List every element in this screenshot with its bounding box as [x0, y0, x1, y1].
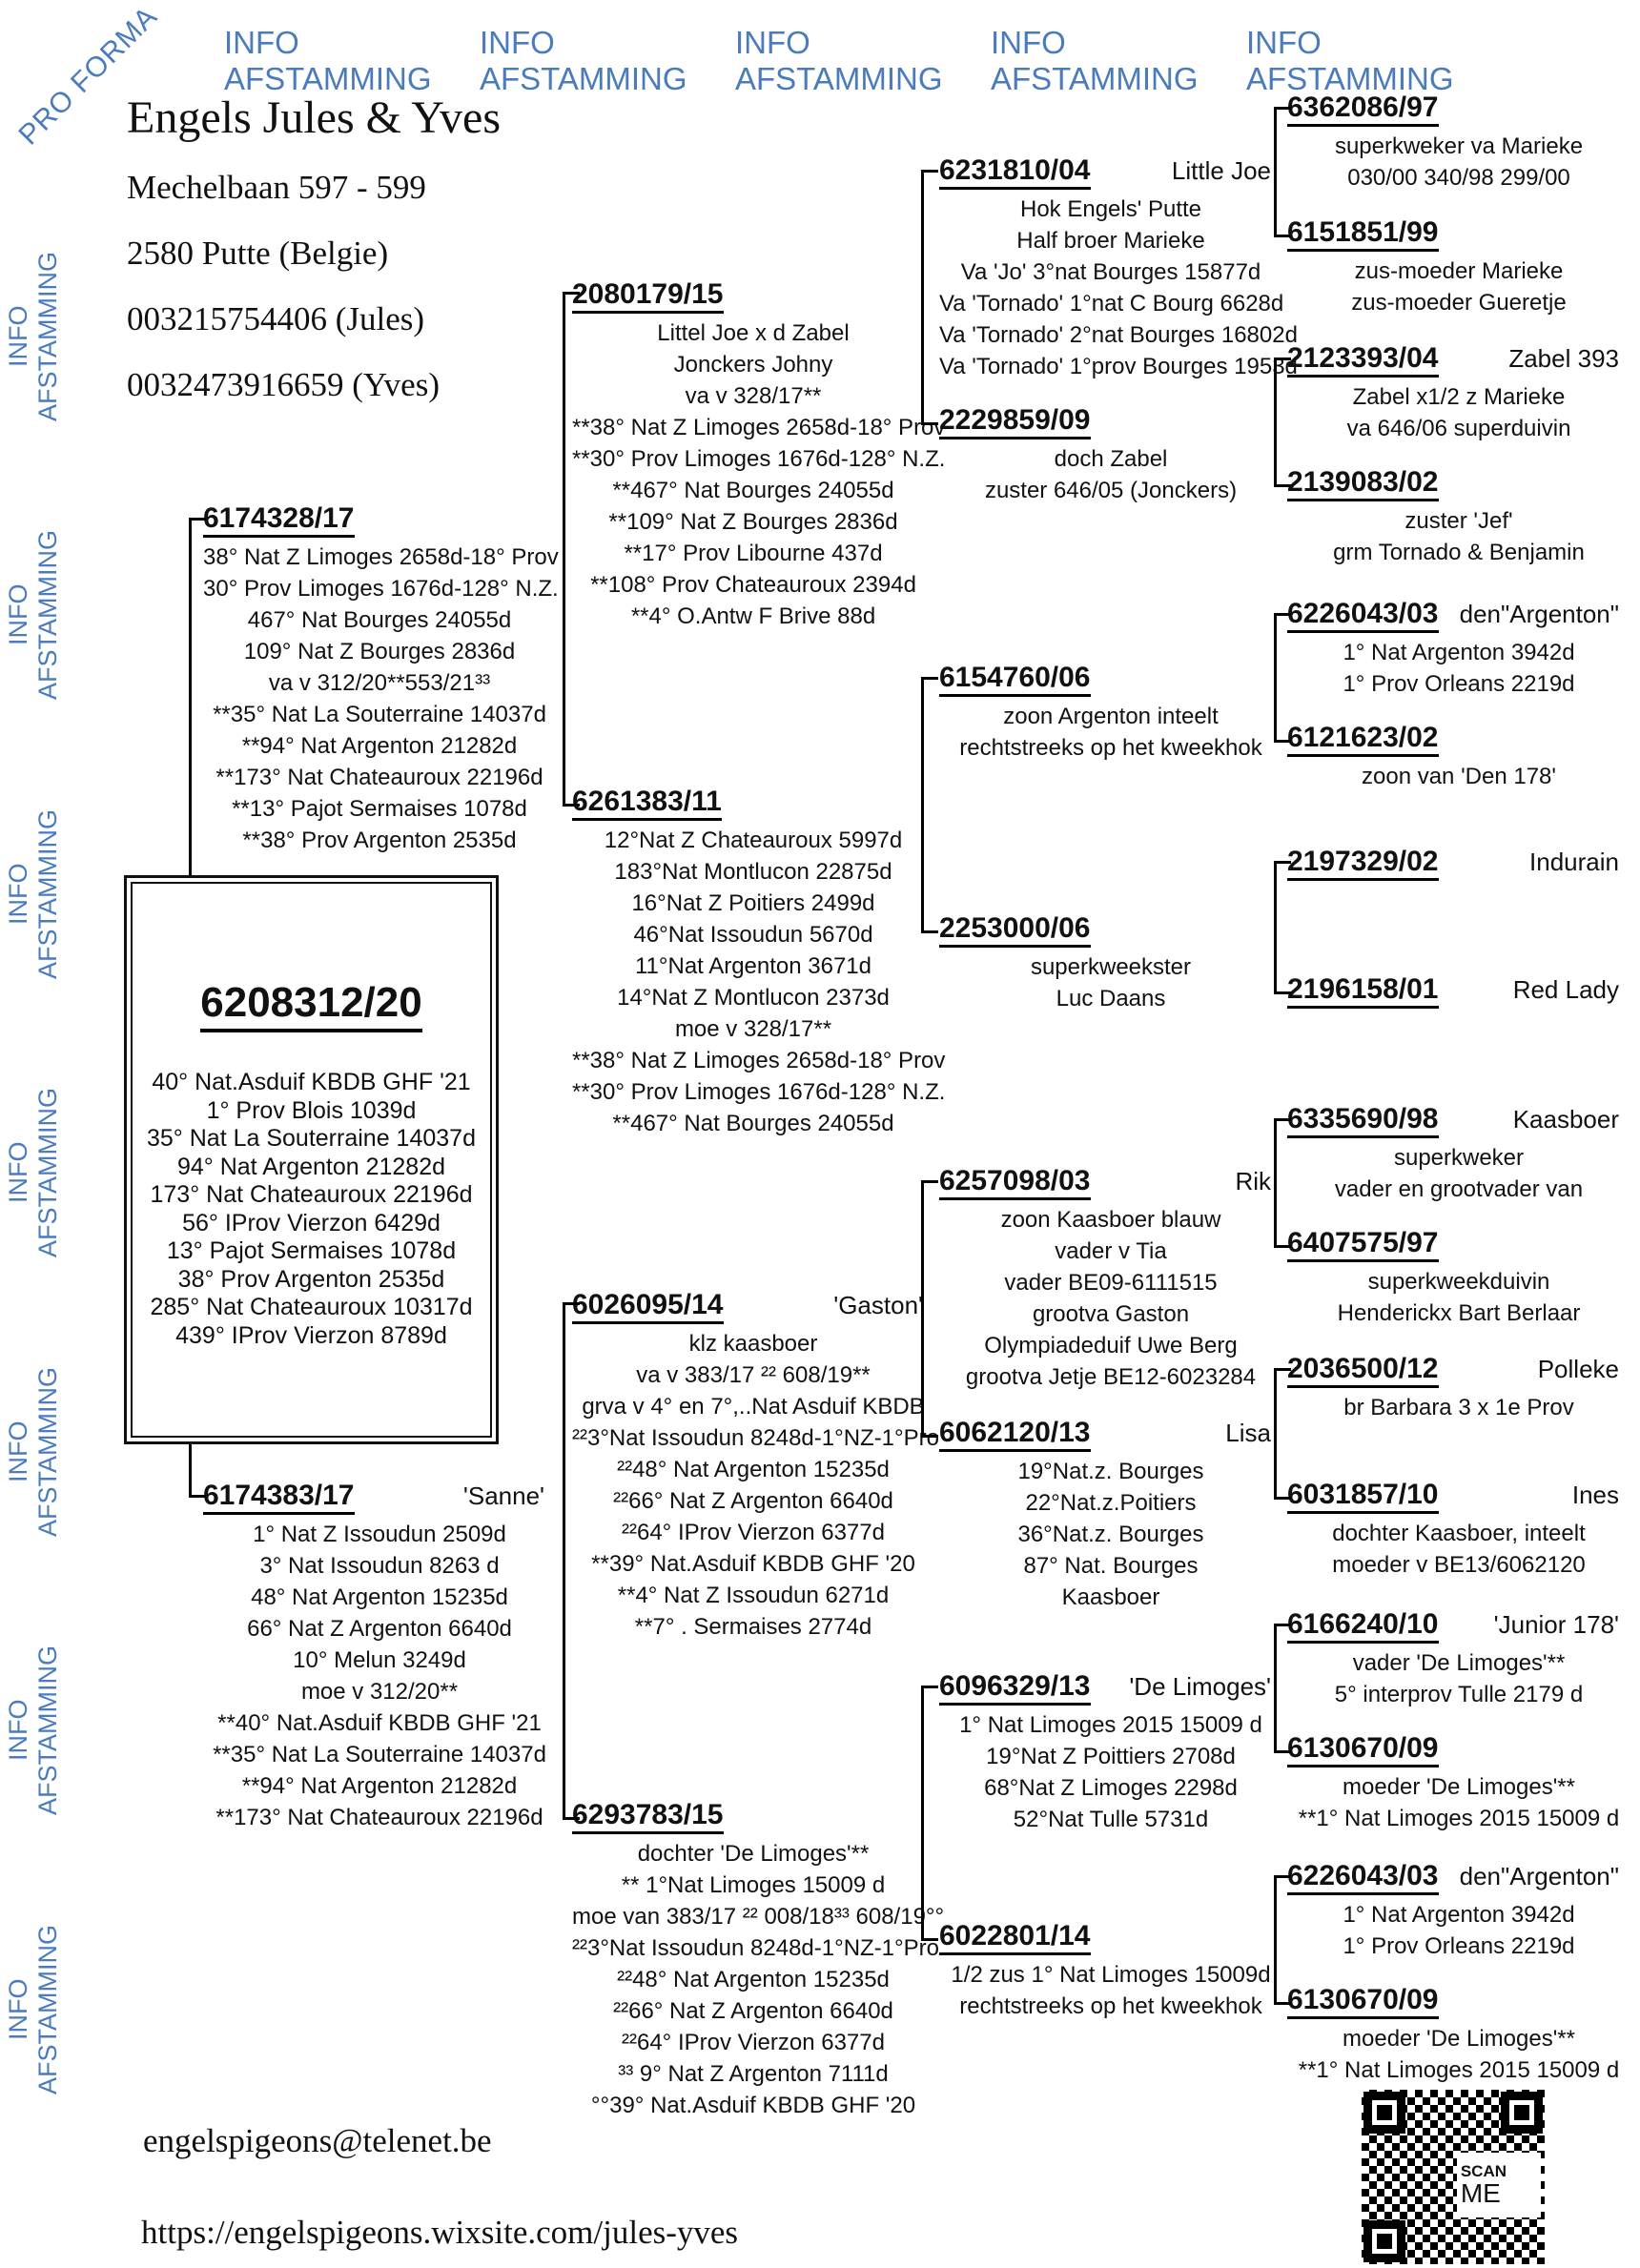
pigeon-info-line: va v 328/17**	[685, 383, 822, 409]
pedigree-block-g4_7	[939, 1669, 1282, 1835]
top-banner-text: INFO AFSTAMMING	[1246, 25, 1454, 96]
ring-number: 6226043/03	[1287, 1859, 1439, 1895]
pigeon-info-lines	[572, 825, 946, 1139]
pigeon-info-line: vader v Tia	[1055, 1238, 1167, 1264]
qr-finder-icon	[1363, 2092, 1405, 2134]
pedigree-block-g5_15	[1287, 1859, 1630, 1962]
pigeon-nickname: Zabel 393	[1508, 344, 1619, 373]
pedigree-block-g5_4	[1287, 465, 1630, 568]
pigeon-info-line: **108° Prov Chateauroux 2394d	[590, 572, 916, 598]
pigeon-info-line: **30° Prov Limoges 1676d-128° N.Z.	[572, 1079, 946, 1105]
pigeon-info-line: va 646/06 superduivin	[1346, 416, 1571, 441]
pedigree-block-g5_2	[1287, 215, 1630, 318]
pigeon-info-line: 1/2 zus 1° Nat Limoges 15009d	[951, 1962, 1271, 1988]
ring-number: 6022801/14	[939, 1919, 1091, 1955]
pigeon-info-line: 10° Melun 3249d	[293, 1647, 466, 1673]
pigeon-info-line: Kaasboer	[1061, 1584, 1160, 1610]
pedigree-block-g5_5	[1287, 597, 1630, 700]
pigeon-info-lines	[1287, 637, 1630, 700]
pigeon-nickname: den"Argenton"	[1459, 1862, 1619, 1890]
owner-phone-yves: 0032473916659 (Yves)	[127, 366, 440, 403]
pigeon-info-line: **40° Nat.Asduif KBDB GHF '21	[217, 1710, 542, 1736]
pigeon-info-line: doch Zabel	[1054, 446, 1168, 472]
pedigree-block-g5_3	[1287, 341, 1630, 444]
pigeon-info-line: moe v 328/17**	[674, 1016, 832, 1042]
pedigree-bracket-line	[1274, 1875, 1291, 2005]
subject-result-line: 38° Prov Argenton 2535d	[177, 1265, 445, 1293]
pigeon-info-line: rechtstreeks op het kweekhok	[959, 1993, 1262, 2019]
ring-number: 6130670/09	[1287, 1731, 1439, 1767]
pedigree-block-g4_6	[939, 1416, 1282, 1613]
pigeon-info-line: 1° Nat Argenton 3942d	[1343, 1902, 1575, 1928]
owner-block	[127, 92, 501, 432]
pigeon-info-line: 36°Nat.z. Bourges	[1017, 1522, 1204, 1547]
pigeon-info-lines	[939, 443, 1282, 506]
pedigree-bracket-line	[921, 1686, 938, 1941]
subject-result-line: 439° IProv Vierzon 8789d	[175, 1321, 447, 1349]
owner-address-city: 2580 Putte (Belgie)	[127, 235, 389, 272]
pigeon-info-line: **94° Nat Argenton 21282d	[241, 733, 518, 759]
pigeon-info-line: superkweekster	[1030, 954, 1192, 980]
pigeon-info-line: Jonckers Johny	[673, 352, 833, 378]
owner-email: engelspigeons@telenet.be	[143, 2122, 492, 2159]
pigeon-info-lines	[1287, 255, 1630, 318]
pigeon-info-line: 48° Nat Argenton 15235d	[251, 1584, 508, 1610]
pigeon-info-line: Va 'Tornado' 1°nat C Bourg 6628d	[939, 291, 1284, 317]
pigeon-info-line: zuster 646/05 (Jonckers)	[984, 478, 1238, 503]
pigeon-info-line: **1° Nat Limoges 2015 15009 d	[1298, 1806, 1620, 1831]
pigeon-info-line: 19°Nat.z. Bourges	[1017, 1459, 1204, 1484]
pedigree-bracket-line	[1274, 861, 1291, 994]
ring-number: 6151851/99	[1287, 215, 1439, 252]
pigeon-info-line: vader BE09-6111515	[1004, 1270, 1218, 1296]
pigeon-nickname: Red Lady	[1512, 975, 1619, 1004]
pigeon-info-line: zoon Kaasboer blauw	[1000, 1207, 1221, 1233]
pigeon-info-lines	[1287, 131, 1630, 194]
pigeon-info-line: Olympiadeduif Uwe Berg	[984, 1333, 1238, 1359]
top-banner-text: INFO AFSTAMMING	[735, 25, 943, 96]
ring-number: 6096329/13	[939, 1669, 1091, 1706]
ring-number: 2139083/02	[1287, 465, 1439, 501]
pigeon-info-line: 3° Nat Issoudun 8263 d	[259, 1553, 500, 1579]
pedigree-block-g3_3	[572, 1288, 939, 1643]
pigeon-nickname: Kaasboer	[1512, 1105, 1619, 1134]
pigeon-info-line: grm Tornado & Benjamin	[1333, 540, 1585, 565]
qr-finder-icon	[1363, 2220, 1405, 2262]
pigeon-info-line: 38° Nat Z Limoges 2658d-18° Prov	[203, 544, 559, 570]
pigeon-info-line: grootva Jetje BE12-6023284	[965, 1364, 1257, 1390]
pigeon-info-line: 1° Nat Limoges 2015 15009 d	[959, 1712, 1262, 1738]
pigeon-nickname: Rik	[1235, 1167, 1271, 1195]
top-banner	[224, 25, 1502, 97]
pedigree-bracket-line	[1274, 1118, 1291, 1248]
pigeon-info-line: moeder 'De Limoges'**	[1343, 1774, 1575, 1800]
pigeon-info-line: 1° Prov Orleans 2219d	[1343, 671, 1575, 697]
ring-number: 6026095/14	[572, 1288, 724, 1324]
pedigree-bracket-line	[1274, 1624, 1291, 1753]
pigeon-info-line: va v 383/17 ²² 608/19**	[636, 1362, 871, 1388]
pigeon-info-line: 1° Nat Z Issoudun 2509d	[253, 1522, 506, 1547]
pigeon-info-line: **17° Prov Libourne 437d	[624, 541, 883, 566]
pigeon-info-line: rechtstreeks op het kweekhok	[959, 735, 1262, 761]
pigeon-info-lines	[939, 1204, 1282, 1393]
pedigree-bracket-line	[1274, 1368, 1291, 1500]
pigeon-info-line: 14°Nat Z Montlucon 2373d	[617, 985, 890, 1011]
pigeon-info-lines	[1287, 381, 1630, 444]
pigeon-info-lines	[1287, 505, 1630, 568]
pigeon-info-lines	[1287, 1392, 1630, 1423]
pigeon-info-line: °°39° Nat.Asduif KBDB GHF '20	[590, 2093, 916, 2118]
pigeon-nickname: Lisa	[1225, 1419, 1271, 1447]
pigeon-info-line: Half broer Marieke	[1016, 228, 1205, 254]
pigeon-info-line: Zabel x1/2 z Marieke	[1352, 384, 1566, 410]
pigeon-info-lines	[203, 1519, 556, 1833]
pedigree-block-g5_11	[1287, 1352, 1630, 1423]
ring-number: 2080179/15	[572, 277, 724, 314]
qr-me-text: ME	[1460, 2177, 1501, 2208]
ring-number: 2253000/06	[939, 911, 1091, 948]
pigeon-info-line: zus-moeder Gueretje	[1351, 290, 1567, 316]
pedigree-block-g5_1	[1287, 91, 1630, 194]
ring-number: 6130670/09	[1287, 1983, 1439, 2019]
pro-forma-watermark: PRO FORMA	[12, 0, 164, 152]
pigeon-info-line: 19°Nat Z Poittiers 2708d	[986, 1744, 1236, 1769]
pigeon-info-line: 52°Nat Tulle 5731d	[1013, 1807, 1209, 1832]
pigeon-info-lines	[939, 701, 1282, 764]
pedigree-block-g5_7	[1287, 845, 1630, 881]
pigeon-info-line: 30° Prov Limoges 1676d-128° N.Z.	[203, 576, 559, 602]
side-banner-text: INFO AFSTAMMING	[4, 1088, 62, 1257]
subject-result-line: 173° Nat Chateauroux 22196d	[150, 1181, 473, 1208]
subject-result-line: 94° Nat Argenton 21282d	[176, 1153, 446, 1180]
pedigree-bracket-line	[1274, 358, 1291, 487]
ring-number: 6261383/11	[572, 785, 722, 821]
ring-number: 6174328/17	[203, 501, 355, 538]
pigeon-info-line: br Barbara 3 x 1e Prov	[1343, 1395, 1574, 1420]
pigeon-info-line: dochter Kaasboer, inteelt	[1332, 1521, 1586, 1546]
pedigree-block-g5_16	[1287, 1983, 1630, 2086]
pigeon-info-line: ²²3°Nat Issoudun 8248d-1°NZ-1°Pro	[572, 1425, 939, 1451]
pedigree-bracket-line	[563, 1302, 580, 1820]
pigeon-info-line: Va 'Tornado' 2°nat Bourges 16802d	[939, 322, 1298, 348]
side-banner-text: INFO AFSTAMMING	[4, 1925, 62, 2094]
pedigree-bracket-line	[921, 170, 938, 425]
pigeon-info-lines	[1287, 1142, 1630, 1205]
pigeon-info-line: **30° Prov Limoges 1676d-128° N.Z.	[572, 446, 946, 472]
ring-number: 6231810/04	[939, 153, 1091, 190]
pigeon-info-lines	[939, 1709, 1282, 1835]
pigeon-info-line: **4° O.Antw F Brive 88d	[630, 603, 876, 629]
side-banner-text: INFO AFSTAMMING	[4, 809, 62, 979]
ring-number: 6031857/10	[1287, 1478, 1439, 1514]
pedigree-bracket-line	[563, 292, 580, 807]
ring-number: 6293783/15	[572, 1798, 724, 1834]
pigeon-info-lines	[1287, 1647, 1630, 1710]
pedigree-block-g5_14	[1287, 1731, 1630, 1834]
pigeon-nickname: Ines	[1571, 1481, 1619, 1509]
pigeon-info-line: 68°Nat Z Limoges 2298d	[984, 1775, 1238, 1801]
subject-result-line: 35° Nat La Souterraine 14037d	[147, 1125, 476, 1152]
pigeon-info-line: vader 'De Limoges'**	[1352, 1650, 1566, 1676]
pedigree-block-g4_5	[939, 1164, 1282, 1393]
pedigree-block-g4_3	[939, 661, 1282, 764]
pigeon-info-line: 1° Prov Orleans 2219d	[1343, 1933, 1575, 1959]
pigeon-info-line: 46°Nat Issoudun 5670d	[633, 922, 873, 948]
pigeon-info-line: 22°Nat.z.Poitiers	[1025, 1490, 1197, 1516]
top-banner-text: INFO AFSTAMMING	[224, 25, 432, 96]
pedigree-bracket-line	[189, 518, 206, 878]
pigeon-info-line: 183°Nat Montlucon 22875d	[614, 859, 892, 885]
subject-box-inner	[131, 882, 492, 1438]
pigeon-info-line: moe v 312/20**	[300, 1679, 459, 1705]
pedigree-block-dam	[203, 1479, 556, 1833]
pigeon-info-lines	[939, 194, 1298, 382]
pigeon-info-line: **7° . Sermaises 2774d	[634, 1614, 872, 1640]
pedigree-bracket-line	[921, 1180, 938, 1438]
ring-number: 2196158/01	[1287, 972, 1439, 1009]
ring-number: 6407575/97	[1287, 1226, 1439, 1262]
owner-address-street: Mechelbaan 597 - 599	[127, 169, 426, 206]
pedigree-block-g4_8	[939, 1919, 1282, 2022]
pigeon-nickname: Polleke	[1537, 1355, 1619, 1383]
pigeon-info-line: superkweker	[1393, 1145, 1525, 1171]
subject-result-line: 40° Nat.Asduif KBDB GHF '21	[152, 1069, 471, 1095]
subject-result-line: 285° Nat Chateauroux 10317d	[150, 1294, 473, 1320]
pigeon-info-lines	[1287, 761, 1630, 792]
pigeon-nickname: Little Joe	[1171, 156, 1271, 185]
owner-website: https://engelspigeons.wixsite.com/jules-yves	[141, 2214, 739, 2251]
pigeon-info-line: **35° Nat La Souterraine 14037d	[213, 702, 546, 727]
ring-number: 2036500/12	[1287, 1352, 1439, 1388]
pigeon-info-line: **35° Nat La Souterraine 14037d	[213, 1742, 546, 1767]
pigeon-info-line: 5° interprov Tulle 2179 d	[1334, 1682, 1584, 1707]
pedigree-block-g3_2	[572, 785, 946, 1139]
pigeon-info-line: 16°Nat Z Poitiers 2499d	[631, 890, 875, 916]
pigeon-info-lines	[1287, 2023, 1630, 2086]
pigeon-info-lines	[572, 317, 946, 632]
pigeon-info-line: superkweker va Marieke	[1334, 133, 1584, 159]
side-banner-text: INFO AFSTAMMING	[4, 530, 62, 700]
side-banner-text: INFO AFSTAMMING	[4, 1645, 62, 1815]
pigeon-info-lines	[939, 1959, 1282, 2022]
pigeon-info-line: zus-moeder Marieke	[1354, 258, 1564, 284]
pigeon-info-lines	[572, 1838, 945, 2121]
pedigree-block-g3_4	[572, 1798, 945, 2121]
pigeon-info-line: moe van 383/17 ²² 008/18³³ 608/19°°	[572, 1904, 945, 1930]
ring-number: 6257098/03	[939, 1164, 1091, 1200]
pigeon-info-lines	[572, 1328, 939, 1643]
pigeon-info-lines	[1287, 1899, 1630, 1962]
pigeon-info-line: moeder v BE13/6062120	[1332, 1552, 1586, 1578]
pigeon-info-lines	[1287, 1771, 1630, 1834]
pedigree-block-g5_12	[1287, 1478, 1630, 1581]
ring-number: 2197329/02	[1287, 845, 1439, 881]
pigeon-info-line: vader en grootvader van	[1334, 1176, 1584, 1202]
subject-results-list	[133, 1069, 490, 1350]
top-banner-text: INFO AFSTAMMING	[991, 25, 1199, 96]
pigeon-info-line: Va 'Tornado' 1°prov Bourges 1953d	[939, 354, 1298, 379]
pedigree-block-g4_4	[939, 911, 1282, 1014]
ring-number: 6154760/06	[939, 661, 1091, 697]
pigeon-nickname: den"Argenton"	[1459, 600, 1619, 628]
pigeon-info-line: Va 'Jo' 3°nat Bourges 15877d	[960, 259, 1261, 285]
pigeon-info-line: ²²66° Nat Z Argenton 6640d	[613, 1488, 893, 1514]
pedigree-block-g5_9	[1287, 1102, 1630, 1205]
pigeon-info-line: **109° Nat Z Bourges 2836d	[608, 509, 898, 535]
pedigree-block-g4_1	[939, 153, 1298, 382]
pigeon-info-line: ²²64° IProv Vierzon 6377d	[622, 2030, 885, 2055]
pigeon-info-line: **39° Nat.Asduif KBDB GHF '20	[591, 1551, 915, 1577]
pigeon-nickname: 'Sanne'	[462, 1481, 544, 1510]
pigeon-info-line: ²²48° Nat Argenton 15235d	[617, 1457, 890, 1482]
qr-scan-me-label	[1457, 2153, 1541, 2217]
pigeon-info-line: **173° Nat Chateauroux 22196d	[215, 1805, 543, 1830]
pigeon-info-line: zoon Argenton inteelt	[1003, 704, 1219, 729]
ring-number: 2123393/04	[1287, 341, 1439, 378]
subject-ring-number: 6208312/20	[200, 979, 421, 1032]
pigeon-info-line: **13° Pajot Sermaises 1078d	[232, 796, 527, 822]
pigeon-info-line: 109° Nat Z Bourges 2836d	[243, 639, 516, 664]
pigeon-info-line: ²²66° Nat Z Argenton 6640d	[613, 1998, 893, 2024]
pigeon-info-line: **94° Nat Argenton 21282d	[241, 1773, 518, 1799]
pedigree-block-g5_10	[1287, 1226, 1630, 1329]
pigeon-info-line: 11°Nat Argenton 3671d	[634, 953, 871, 979]
subject-result-line: 1° Prov Blois 1039d	[206, 1096, 417, 1124]
pigeon-info-line: ²²48° Nat Argenton 15235d	[617, 1967, 890, 1992]
pigeon-info-lines	[1287, 1266, 1630, 1329]
pigeon-info-line: **173° Nat Chateauroux 22196d	[215, 765, 543, 790]
pedigree-block-g4_2	[939, 403, 1282, 506]
ring-number: 6062120/13	[939, 1416, 1091, 1452]
ring-number: 2229859/09	[939, 403, 1091, 439]
pigeon-info-line: Henderickx Bart Berlaar	[1337, 1300, 1581, 1326]
pigeon-info-line: **467° Nat Bourges 24055d	[612, 478, 894, 503]
ring-number: 6335690/98	[1287, 1102, 1439, 1138]
pedigree-bracket-line	[921, 677, 938, 933]
ring-number: 6121623/02	[1287, 721, 1439, 757]
pigeon-info-line: Littel Joe x d Zabel	[657, 320, 850, 346]
subject-result-line: 56° IProv Vierzon 6429d	[182, 1209, 441, 1236]
side-banner-text: INFO AFSTAMMING	[4, 1367, 62, 1537]
side-banner-text: INFO AFSTAMMING	[4, 252, 62, 421]
qr-finder-icon	[1501, 2092, 1543, 2134]
pigeon-nickname: 'Gaston'	[833, 1291, 923, 1319]
ring-number: 6166240/10	[1287, 1607, 1439, 1644]
pigeon-info-line: zoon van 'Den 178'	[1362, 764, 1556, 789]
pigeon-info-line: klz kaasboer	[688, 1331, 818, 1357]
pedigree-bracket-line	[189, 1444, 206, 1498]
ring-number: 6362086/97	[1287, 91, 1439, 127]
pedigree-bracket-line	[1274, 613, 1291, 743]
pigeon-info-line: superkweekduivin	[1367, 1269, 1550, 1295]
ring-number: 6226043/03	[1287, 597, 1439, 633]
pigeon-info-lines	[939, 951, 1282, 1014]
pigeon-info-line: 467° Nat Bourges 24055d	[247, 607, 512, 633]
pigeon-info-line: ²²3°Nat Issoudun 8248d-1°NZ-1°Pro	[572, 1935, 939, 1961]
subject-result-line: 13° Pajot Sermaises 1078d	[166, 1237, 457, 1264]
top-banner-text: INFO AFSTAMMING	[480, 25, 687, 96]
pigeon-info-line: Luc Daans	[1056, 986, 1166, 1011]
pedigree-bracket-line	[1274, 107, 1291, 237]
pigeon-info-lines	[939, 1456, 1282, 1613]
subject-box	[124, 875, 499, 1444]
owner-name: Engels Jules & Yves	[127, 92, 502, 143]
ring-number: 6174383/17	[203, 1479, 355, 1515]
pigeon-info-line: 12°Nat Z Chateauroux 5997d	[604, 828, 903, 853]
pigeon-info-line: 87° Nat. Bourges	[1023, 1553, 1199, 1579]
pigeon-info-line: 66° Nat Z Argenton 6640d	[247, 1616, 512, 1642]
pigeon-info-line: **1° Nat Limoges 2015 15009 d	[1298, 2057, 1620, 2083]
pigeon-info-lines	[1287, 1518, 1630, 1581]
pedigree-block-sire	[203, 501, 559, 856]
pigeon-info-line: dochter 'De Limoges'**	[637, 1841, 870, 1867]
pigeon-info-line: **38° Nat Z Limoges 2658d-18° Prov	[572, 1048, 946, 1073]
pigeon-info-line: va v 312/20**553/21³³	[268, 670, 491, 696]
owner-phone-jules: 003215754406 (Jules)	[127, 300, 425, 337]
pigeon-info-line: grootva Gaston	[1032, 1301, 1190, 1327]
pigeon-info-line: ²²64° IProv Vierzon 6377d	[622, 1520, 885, 1545]
qr-code	[1362, 2090, 1545, 2264]
pigeon-nickname: 'De Limoges'	[1129, 1672, 1271, 1701]
pigeon-info-line: ** 1°Nat Limoges 15009 d	[621, 1872, 886, 1898]
pigeon-info-line: **4° Nat Z Issoudun 6271d	[617, 1583, 890, 1608]
pigeon-info-line: **38° Prov Argenton 2535d	[242, 828, 517, 853]
pedigree-block-g5_6	[1287, 721, 1630, 792]
pigeon-info-lines	[203, 541, 559, 856]
pigeon-info-line: grva v 4° en 7°,..Nat Asduif KBDB	[582, 1394, 925, 1420]
pigeon-nickname: Indurain	[1529, 848, 1619, 876]
pigeon-info-line: ³³ 9° Nat Z Argenton 7111d	[618, 2061, 889, 2087]
pedigree-block-g3_1	[572, 277, 946, 632]
pedigree-block-g5_8	[1287, 972, 1630, 1009]
pigeon-info-line: 030/00 340/98 299/00	[1347, 165, 1570, 191]
pigeon-nickname: 'Junior 178'	[1493, 1610, 1619, 1639]
pigeon-info-line: moeder 'De Limoges'**	[1343, 2026, 1575, 2052]
pedigree-block-g5_13	[1287, 1607, 1630, 1710]
pigeon-info-line: Hok Engels' Putte	[1019, 196, 1202, 222]
pigeon-info-line: **38° Nat Z Limoges 2658d-18° Prov	[572, 415, 946, 440]
pigeon-info-line: zuster 'Jef'	[1404, 508, 1513, 534]
pigeon-info-line: **467° Nat Bourges 24055d	[612, 1111, 894, 1136]
pigeon-info-line: 1° Nat Argenton 3942d	[1343, 640, 1575, 665]
qr-scan-text: SCAN	[1460, 2161, 1507, 2180]
